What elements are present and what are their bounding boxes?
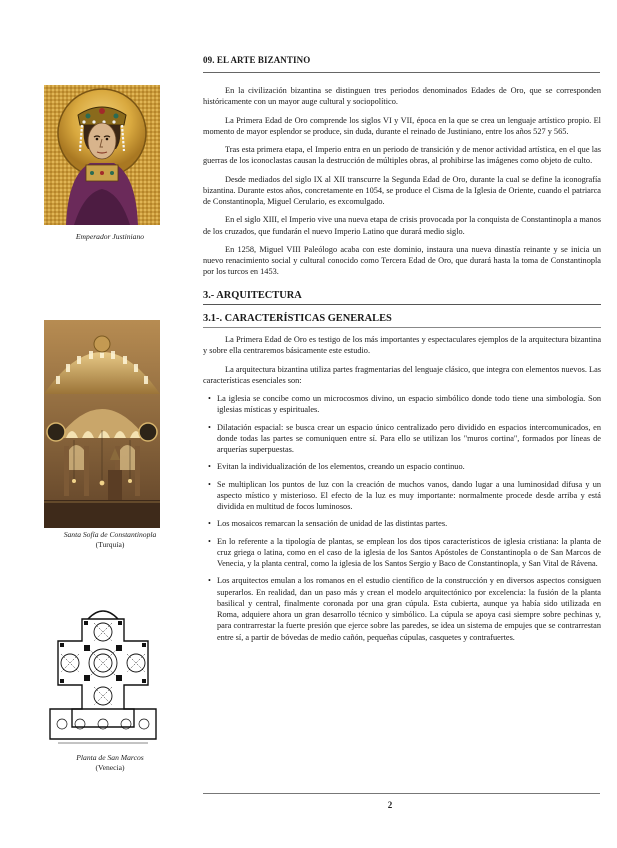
list-item: • Evitan la individualización de los elementos, creando un espacio continuo. — [217, 461, 601, 472]
figure-caption-title: Santa Sofía de Constantinopla — [63, 530, 157, 539]
hagia-sophia-interior-image — [44, 320, 160, 533]
main-text-column — [203, 85, 601, 649]
list-item: • En lo referente a la tipología de plantas, se emplean los dos tipos característicos de iglesia cristiana: la planta de cruz griega o latina, como en el caso de la iglesia de los Santos Apóstoles de Constantinopla o de San Marcos de Venecia, y la planta central, como la iglesia de los Santos Sergio y Baco de Constantinopla, y San Vital de Rávena. — [217, 536, 601, 570]
body-paragraph: La arquitectura bizantina utiliza partes fragmentarias del lenguaje clásico, que integra con elementos nuevos. Las características esenciales son: — [203, 364, 601, 385]
page-number: 2 — [387, 800, 393, 810]
figure-caption-location: (Turquía) — [95, 540, 125, 549]
body-paragraph: En el siglo XIII, el Imperio vive una nueva etapa de crisis provocada por la conquista de Constantinopla a manos de los cruzados, que fundarán el nuevo Imperio Latino que durará medio siglo. — [203, 215, 601, 236]
list-item: • Los mosaicos remarcan la sensación de unidad de las distintas partes. — [217, 518, 601, 529]
body-paragraph: Desde mediados del siglo IX al XII transcurre la Segunda Edad de Oro, durante la cual se define la iconografía bizantina. Durante estos años, concretamente en 1054, se produce el Cisma de la Iglesia de Oriente, cuando el patriarca de Constantinopla, Miguel Cerulario, es excomulgado. — [203, 174, 601, 206]
figure-caption-santa-sofia — [30, 530, 190, 550]
figure-caption-location: (Venecia) — [95, 763, 125, 772]
san-marcos-floor-plan-image — [44, 605, 162, 752]
body-paragraph: En 1258, Miguel VIII Paleólogo acaba con este dominio, instaura una nueva dinastía reinante y se inicia un nuevo renacimiento social y cultural conocido como Tercera Edad de Oro, que durará hasta la toma de Constantinopla por los turcos en 1453. — [203, 244, 601, 277]
justinian-mosaic-image — [44, 85, 160, 230]
chapter-title: 09. EL ARTE BIZANTINO — [203, 55, 311, 65]
figure-caption-title: Emperador Justiniano — [75, 232, 145, 241]
figure-caption-san-marcos — [30, 753, 190, 773]
subsection-title: 3.1-. CARACTERÍSTICAS GENERALES — [203, 313, 601, 328]
body-paragraph: La Primera Edad de Oro comprende los siglos VI y VII, época en la que se crea un lenguaje artístico propio. El momento de mayor esplendor se produce, sin duda, durante el reinado de Justiniano, entre los años 527 y 565. — [203, 115, 601, 136]
list-item: • Se multiplican los puntos de luz con la creación de muchos vanos, dando lugar a una luminosidad difusa y un aspecto místico y misterioso. El efecto de la luz es muy importante: normalmente procede desde arriba y está dividida en multitud de focos luminosos. — [217, 479, 601, 513]
footer-rule — [203, 793, 600, 794]
header-rule — [203, 72, 600, 73]
section-title: 3.- ARQUITECTURA — [203, 290, 601, 305]
list-item: • La iglesia se concibe como un microcosmos divino, un espacio simbólico donde todo tiene una simbología. Son iglesias místicas y espirituales. — [217, 393, 601, 416]
list-item: • Los arquitectos emulan a los romanos en el estudio científico de la construcción y en diversos aspectos consiguen superarlos. En realidad, dan un paso más y crean el modelo arquitectónico por excelencia: la fusión de la planta basilical y central, finalmente coronada por una gran cúpula. Esta cubierta, aunque ya había sido utilizada en Roma, adquiere ahora un gran desarrollo técnico y simbólico. La cúpula se apoya casi siempre sobre pechinas y, para contrarrestar la fuerte presión que ejerce sobre las paredes, se idea un sistema de empujes que se contrarrestan entre sí, a partir de bóvedas de medio cañón, pequeñas cúpulas, casquetes y contrafuertes. — [217, 575, 601, 643]
figure-caption-justiniano — [30, 232, 190, 242]
characteristics-list — [203, 393, 601, 643]
body-paragraph: La Primera Edad de Oro es testigo de los más importantes y espectaculares ejemplos de la arquitectura bizantina y sobre ella centraremos básicamente este estudio. — [203, 335, 601, 356]
body-paragraph: En la civilización bizantina se distinguen tres periodos denominados Edades de Oro, que se corresponden históricamente con un mayor auge cultural y sociopolítico. — [203, 86, 601, 107]
figure-caption-title: Planta de San Marcos — [76, 753, 144, 762]
body-paragraph: Tras esta primera etapa, el Imperio entra en un periodo de transición y de menor actividad artística, en el que las guerras de los iconoclastas causan la destrucción de múltiples obras, al prohibirse las imágenes como objeto de culto. — [203, 145, 601, 166]
list-item: • Dilatación espacial: se busca crear un espacio único centralizado pero dividido en espacios intercomunicados, en donde todas las partes se comuniquen entre sí. Para ello se utilizan los "muros cortina", formados por líneas de arquerías superpuestas. — [217, 422, 601, 456]
